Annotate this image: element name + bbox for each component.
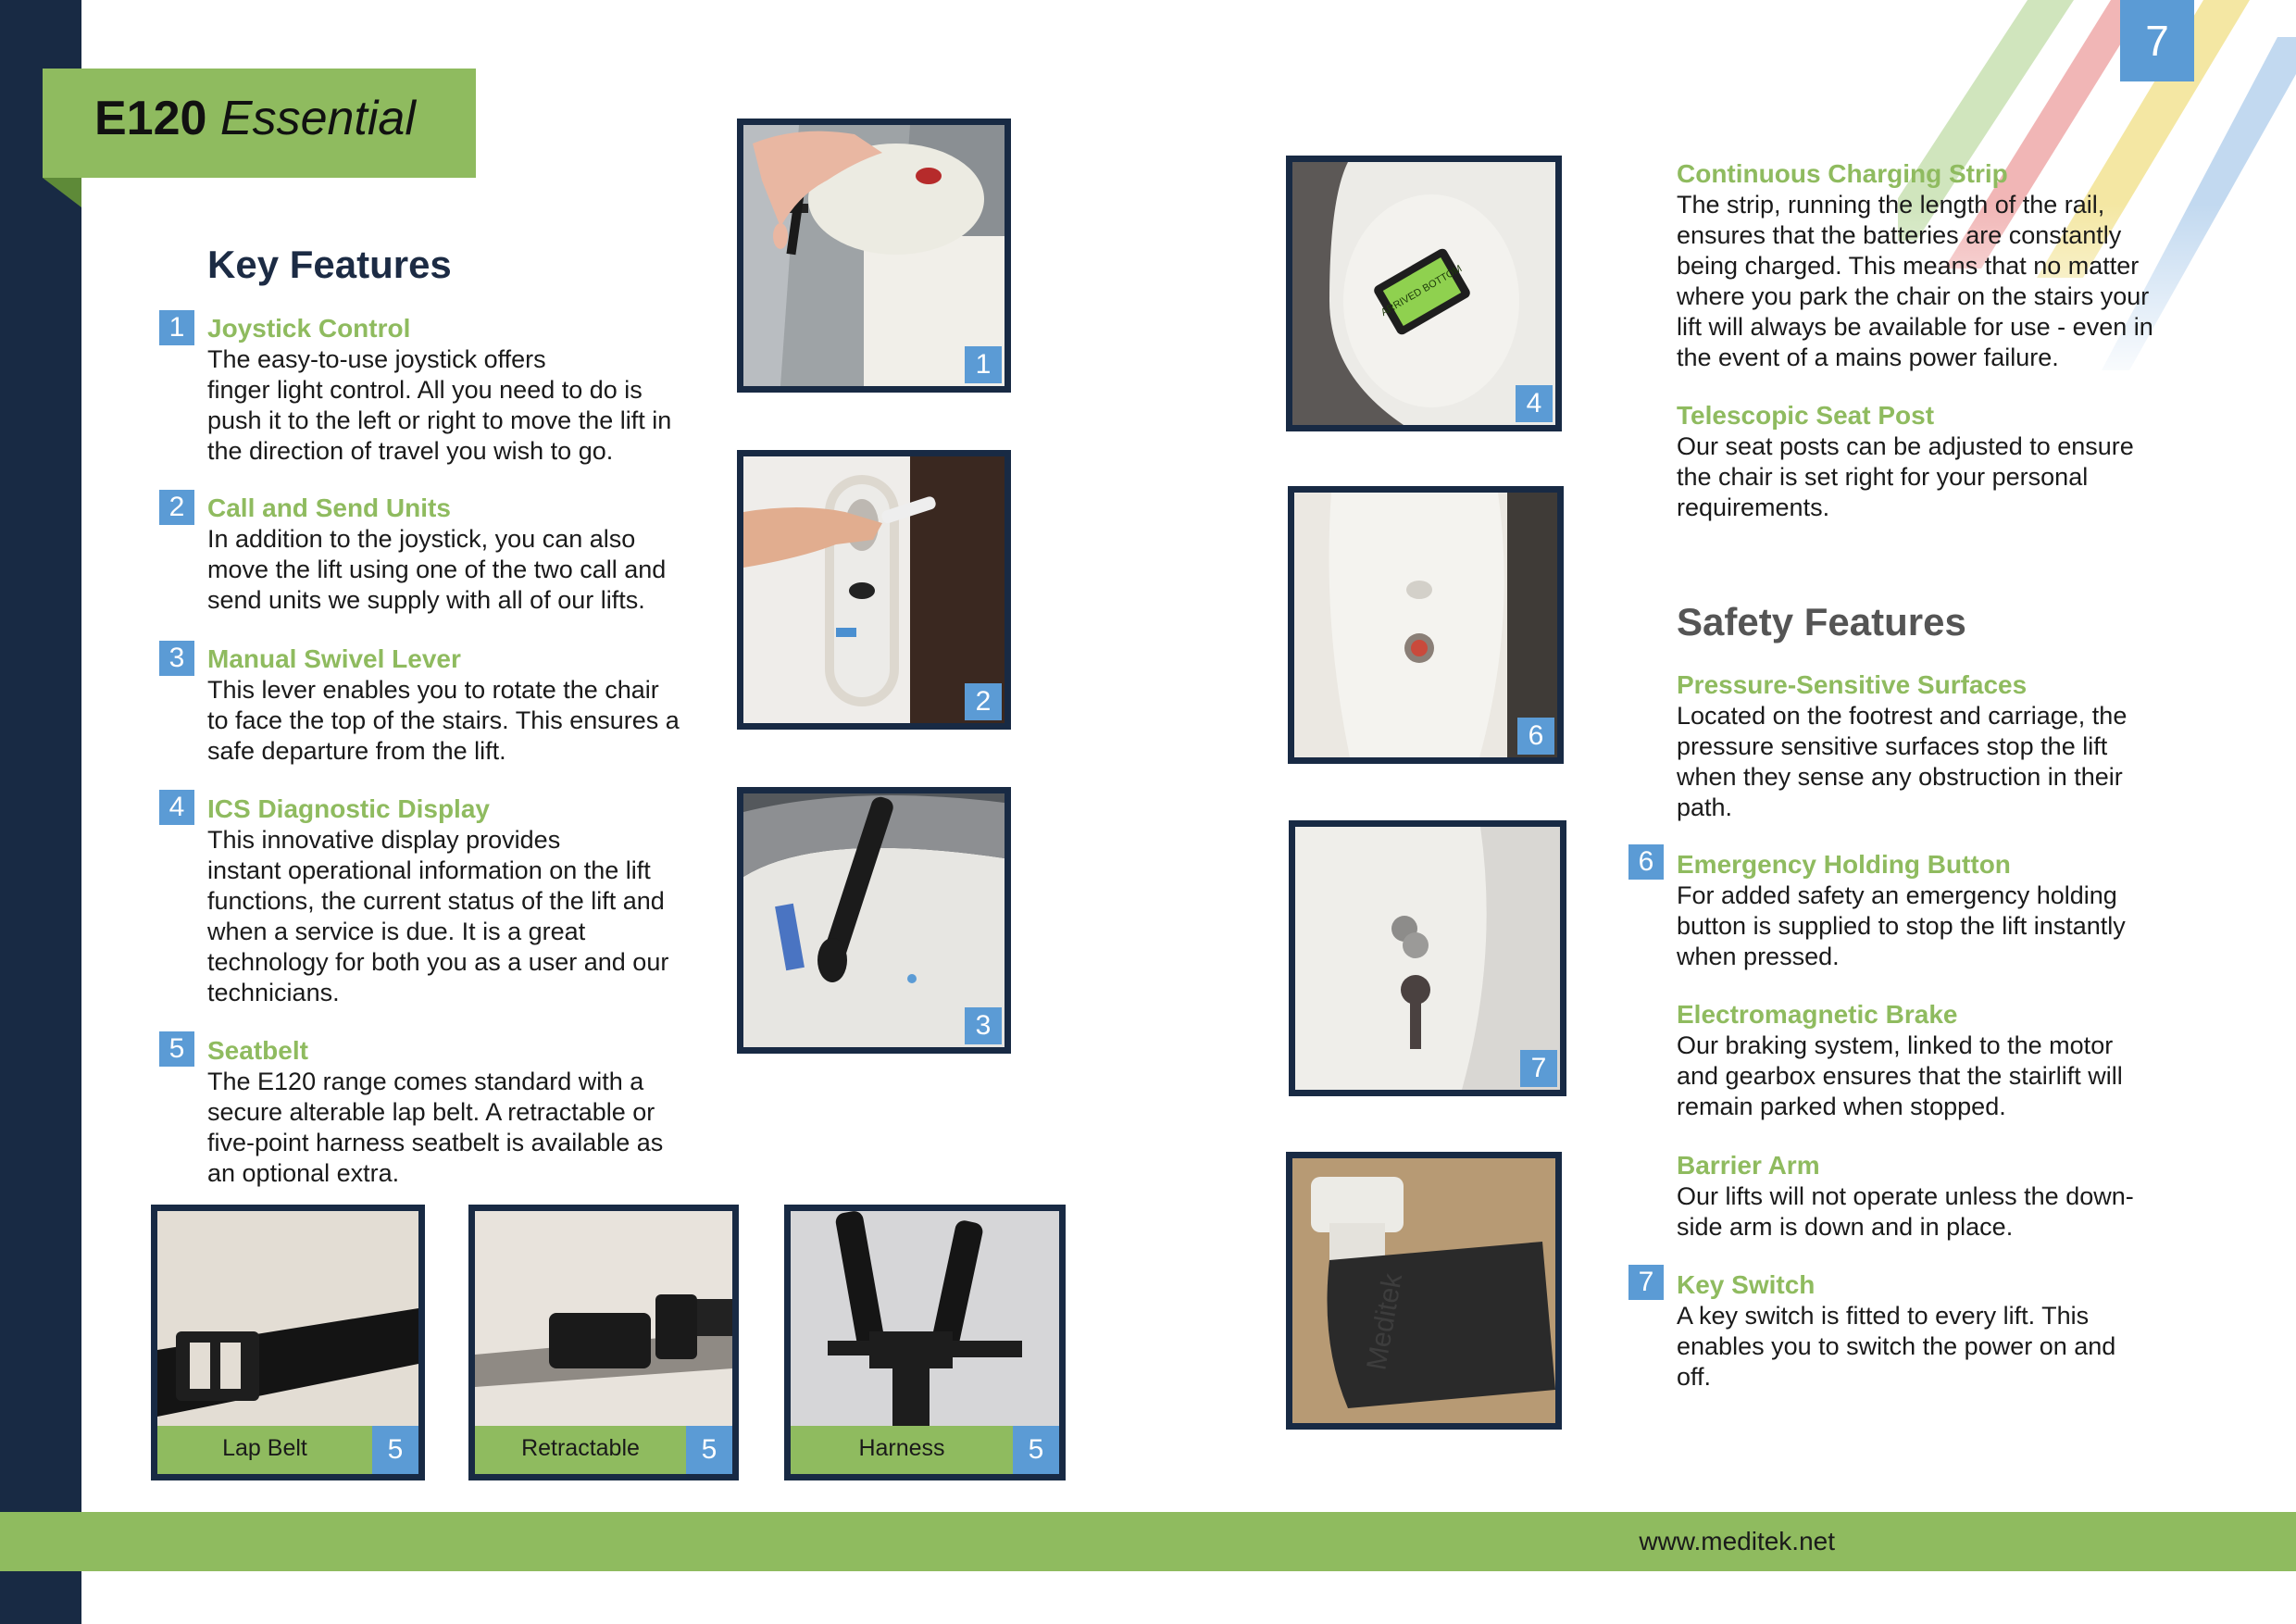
caption-bar xyxy=(791,1426,1059,1474)
text-line: The easy-to-use joystick offers xyxy=(207,345,546,373)
footrest-brand-text: Meditek xyxy=(1361,1271,1409,1373)
feature-title-key-switch: Key Switch xyxy=(1677,1270,1816,1299)
feature-body-brake xyxy=(1677,1031,2195,1122)
feature-title-charging: Continuous Charging Strip xyxy=(1677,159,2008,188)
text-line: when a service is due. It is a great xyxy=(207,918,586,945)
text-line: where you park the chair on the stairs your xyxy=(1677,282,2150,310)
text-line: The E120 range comes standard with a xyxy=(207,1068,644,1095)
photo-footrest xyxy=(1286,1152,1562,1430)
text-line: Our seat posts can be adjusted to ensure xyxy=(1677,432,2134,460)
text-line: requirements. xyxy=(1677,493,1830,521)
text-line: move the lift using one of the two call and xyxy=(207,556,667,583)
photo-lap-belt xyxy=(151,1205,425,1480)
retractable-belt-illustration xyxy=(475,1211,732,1426)
text-line: Our lifts will not operate unless the down- xyxy=(1677,1182,2134,1210)
feature-title-emergency: Emergency Holding Button xyxy=(1677,850,2011,879)
photo-key-switch xyxy=(1289,820,1566,1096)
text-line: side arm is down and in place. xyxy=(1677,1213,2014,1241)
text-line: an optional extra. xyxy=(207,1159,400,1187)
text-line: path. xyxy=(1677,793,1733,821)
page-number-badge: 7 xyxy=(2120,0,2194,81)
text-line: when they sense any obstruction in their xyxy=(1677,763,2123,791)
photo-call-send-unit xyxy=(737,450,1011,730)
text-line: the chair is set right for your personal xyxy=(1677,463,2089,491)
caption-label: Harness xyxy=(858,1435,945,1461)
feature-title-call-send: Call and Send Units xyxy=(207,493,451,522)
text-line: lift will always be available for use - even in xyxy=(1677,313,2153,341)
photo-ics-display xyxy=(1286,156,1562,431)
feature-body-seat-post xyxy=(1677,431,2195,523)
text-line: A key switch is fitted to every lift. This xyxy=(1677,1302,2090,1330)
text-line: safe departure from the lift. xyxy=(207,737,506,765)
page-title xyxy=(94,91,416,146)
text-line: This innovative display provides xyxy=(207,826,561,854)
photo-retractable-belt xyxy=(468,1205,739,1480)
caption-bar xyxy=(475,1426,732,1474)
caption-number-badge: 5 xyxy=(1013,1426,1059,1474)
feature-title-seatbelt: Seatbelt xyxy=(207,1036,308,1065)
photo-harness-belt xyxy=(784,1205,1066,1480)
feature-number-6: 6 xyxy=(1628,844,1664,880)
text-line: five-point harness seatbelt is available as xyxy=(207,1129,664,1156)
text-line: In addition to the joystick, you can also xyxy=(207,525,636,553)
left-sidebar-bar xyxy=(0,0,81,1624)
photo-joystick xyxy=(737,119,1011,393)
feature-body-call-send xyxy=(207,524,726,616)
text-line: being charged. This means that no matter xyxy=(1677,252,2140,280)
text-line: the direction of travel you wish to go. xyxy=(207,437,614,465)
text-line: Our braking system, linked to the motor xyxy=(1677,1031,2114,1059)
feature-body-key-switch xyxy=(1677,1301,2195,1393)
text-line: finger light control. All you need to do is xyxy=(207,376,643,404)
feature-body-emergency xyxy=(1677,881,2195,972)
photo-retractable-image xyxy=(475,1211,732,1426)
text-line: technology for both you as a user and our xyxy=(207,948,669,976)
photo-number-badge: 4 xyxy=(1516,385,1553,422)
feature-number-5: 5 xyxy=(159,1031,194,1067)
feature-title-barrier: Barrier Arm xyxy=(1677,1151,1820,1180)
feature-title-joystick: Joystick Control xyxy=(207,314,411,343)
text-line: off. xyxy=(1677,1363,1712,1391)
feature-body-seatbelt xyxy=(207,1067,726,1189)
text-line: technicians. xyxy=(207,979,340,1006)
text-line: This lever enables you to rotate the chair xyxy=(207,676,659,704)
photo-swivel-lever xyxy=(737,787,1011,1054)
feature-body-charging xyxy=(1677,190,2195,373)
text-line: the event of a mains power failure. xyxy=(1677,344,2059,371)
feature-title-brake: Electromagnetic Brake xyxy=(1677,1000,1958,1029)
caption-number-badge: 5 xyxy=(372,1426,418,1474)
feature-number-7: 7 xyxy=(1628,1265,1664,1300)
feature-body-barrier xyxy=(1677,1181,2195,1243)
feature-title-pressure: Pressure-Sensitive Surfaces xyxy=(1677,670,2028,699)
safety-features-heading: Safety Features xyxy=(1677,600,1966,643)
photo-number-badge: 3 xyxy=(965,1007,1002,1044)
lap-belt-illustration xyxy=(157,1211,418,1426)
text-line: button is supplied to stop the lift instantly xyxy=(1677,912,2126,940)
photo-footrest-image xyxy=(1292,1158,1555,1423)
footrest-illustration xyxy=(1292,1158,1555,1423)
text-line: functions, the current status of the lift and xyxy=(207,887,665,915)
photo-number-badge: 6 xyxy=(1517,718,1554,755)
photo-number-badge: 7 xyxy=(1520,1050,1557,1087)
footer-bar xyxy=(0,1512,2296,1571)
feature-body-joystick xyxy=(207,344,726,467)
title-tab-fold xyxy=(43,178,81,207)
text-line: enables you to switch the power on and xyxy=(1677,1332,2116,1360)
text-line: pressure sensitive surfaces stop the lift xyxy=(1677,732,2108,760)
text-line: Located on the footrest and carriage, the xyxy=(1677,702,2128,730)
title-model: E120 xyxy=(94,92,207,145)
feature-number-2: 2 xyxy=(159,490,194,525)
caption-label: Retractable xyxy=(521,1435,640,1461)
feature-body-ics xyxy=(207,825,726,1008)
text-line: secure alterable lap belt. A retractable or xyxy=(207,1098,655,1126)
text-line: and gearbox ensures that the stairlift will xyxy=(1677,1062,2123,1090)
feature-title-swivel: Manual Swivel Lever xyxy=(207,644,461,673)
harness-illustration xyxy=(791,1211,1059,1426)
text-line: send units we supply with all of our lifts. xyxy=(207,586,645,614)
feature-number-4: 4 xyxy=(159,790,194,825)
footer-url[interactable]: www.meditek.net xyxy=(1639,1527,1835,1555)
feature-title-seat-post: Telescopic Seat Post xyxy=(1677,401,1935,430)
feature-number-1: 1 xyxy=(159,310,194,345)
photo-emergency-button xyxy=(1288,486,1564,764)
caption-number-badge: 5 xyxy=(686,1426,732,1474)
text-line: ensures that the batteries are constantly xyxy=(1677,221,2122,249)
key-features-heading: Key Features xyxy=(207,243,452,286)
photo-lap-belt-image xyxy=(157,1211,418,1426)
feature-body-pressure xyxy=(1677,701,2195,823)
text-line: push it to the left or right to move the lift in xyxy=(207,406,672,434)
feature-number-3: 3 xyxy=(159,641,194,676)
feature-title-ics: ICS Diagnostic Display xyxy=(207,794,490,823)
text-line: when pressed. xyxy=(1677,943,1840,970)
text-line: instant operational information on the lift xyxy=(207,856,651,884)
text-line: remain parked when stopped. xyxy=(1677,1093,2006,1120)
display-text: ARRIVED BOTTOM xyxy=(1379,263,1465,319)
caption-label: Lap Belt xyxy=(222,1435,307,1461)
text-line: For added safety an emergency holding xyxy=(1677,881,2117,909)
photo-number-badge: 2 xyxy=(965,683,1002,720)
title-variant: Essential xyxy=(219,92,416,145)
photo-number-badge: 1 xyxy=(965,346,1002,383)
photo-harness-image xyxy=(791,1211,1059,1426)
text-line: The strip, running the length of the rail, xyxy=(1677,191,2105,219)
feature-body-swivel xyxy=(207,675,726,767)
caption-bar xyxy=(157,1426,418,1474)
text-line: to face the top of the stairs. This ensures a xyxy=(207,706,680,734)
